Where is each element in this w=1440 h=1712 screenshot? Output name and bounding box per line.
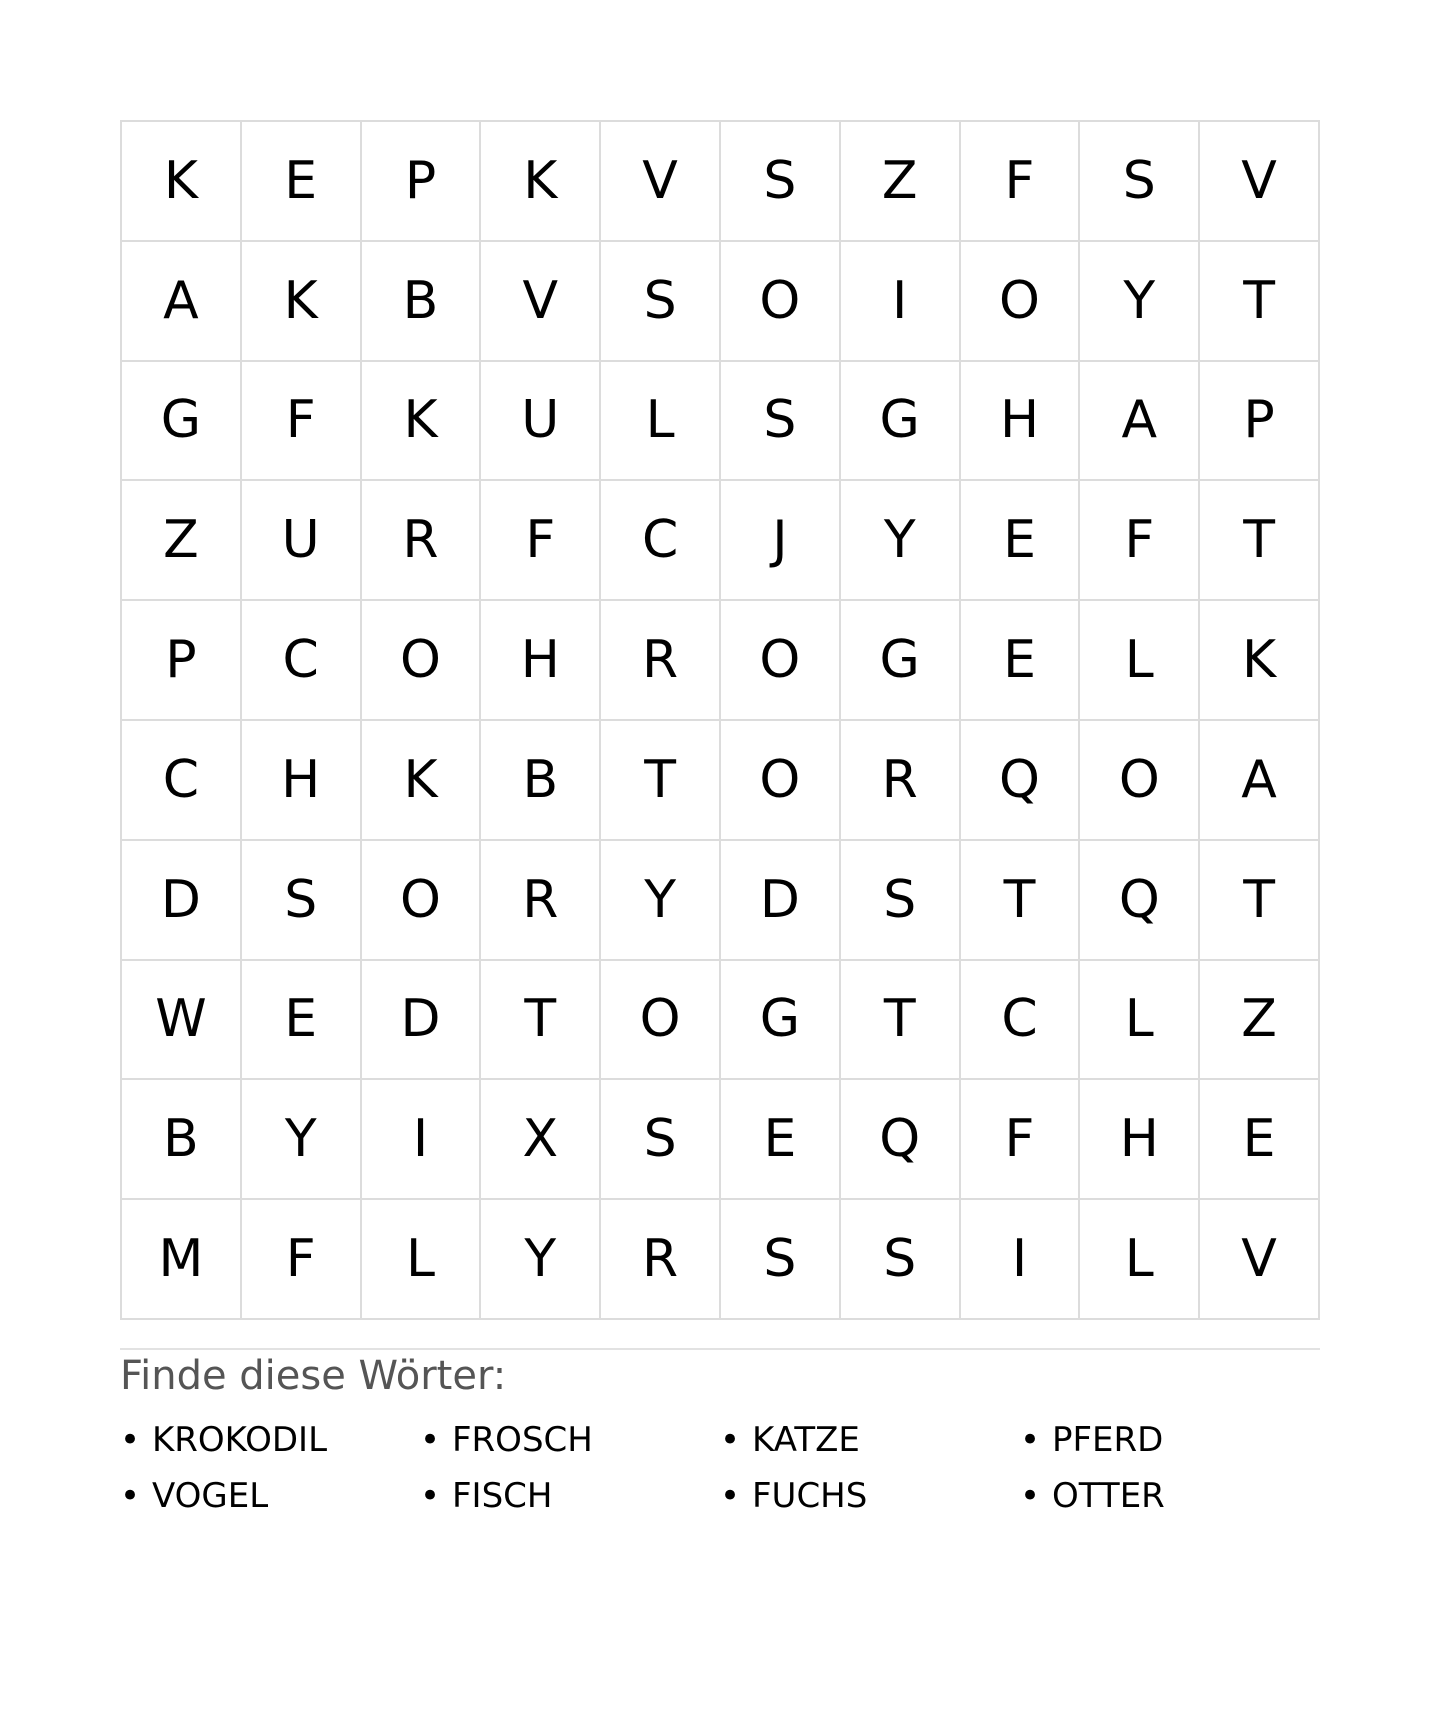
- grid-cell[interactable]: U: [481, 362, 601, 482]
- word-item[interactable]: [1020, 1412, 1320, 1468]
- grid-cell[interactable]: D: [122, 841, 242, 961]
- grid-cell[interactable]: G: [841, 601, 961, 721]
- grid-cell[interactable]: L: [1080, 1200, 1200, 1320]
- divider: [120, 1348, 1320, 1350]
- grid-cell[interactable]: F: [481, 481, 601, 601]
- grid-cell[interactable]: K: [481, 122, 601, 242]
- grid-cell[interactable]: Y: [242, 1080, 362, 1200]
- word-list-title: Finde diese Wörter:: [120, 1353, 507, 1399]
- grid-cell[interactable]: C: [961, 961, 1081, 1081]
- word-label: FUCHS: [752, 1476, 868, 1516]
- grid-cell[interactable]: Z: [122, 481, 242, 601]
- word-list: [120, 1412, 1320, 1524]
- word-item[interactable]: [720, 1468, 1020, 1524]
- grid-cell[interactable]: E: [961, 481, 1081, 601]
- grid-cell[interactable]: G: [721, 961, 841, 1081]
- grid-cell[interactable]: Z: [841, 122, 961, 242]
- grid-cell[interactable]: K: [1200, 601, 1320, 721]
- grid-cell[interactable]: P: [122, 601, 242, 721]
- grid-cell[interactable]: C: [242, 601, 362, 721]
- bullet-icon: •: [720, 1420, 741, 1460]
- word-item[interactable]: [120, 1412, 420, 1468]
- bullet-icon: •: [1020, 1420, 1041, 1460]
- grid-cell[interactable]: O: [1080, 721, 1200, 841]
- grid-cell[interactable]: L: [1080, 961, 1200, 1081]
- grid-cell[interactable]: Y: [1080, 242, 1200, 362]
- word-label: FROSCH: [452, 1420, 593, 1460]
- word-label: VOGEL: [152, 1476, 269, 1516]
- word-label: PFERD: [1052, 1420, 1164, 1460]
- grid-cell[interactable]: F: [961, 1080, 1081, 1200]
- grid-cell[interactable]: W: [122, 961, 242, 1081]
- grid-cell[interactable]: A: [1080, 362, 1200, 482]
- word-item[interactable]: [1020, 1468, 1320, 1524]
- grid-cell[interactable]: S: [841, 1200, 961, 1320]
- grid-cell[interactable]: Y: [841, 481, 961, 601]
- grid-cell[interactable]: E: [242, 122, 362, 242]
- grid-cell[interactable]: Y: [481, 1200, 601, 1320]
- grid-cell[interactable]: L: [362, 1200, 482, 1320]
- grid-cell[interactable]: A: [1200, 721, 1320, 841]
- grid-cell[interactable]: D: [721, 841, 841, 961]
- grid-cell[interactable]: M: [122, 1200, 242, 1320]
- grid-cell[interactable]: T: [601, 721, 721, 841]
- grid-cell[interactable]: F: [242, 362, 362, 482]
- grid-cell[interactable]: B: [122, 1080, 242, 1200]
- grid-cell[interactable]: R: [601, 601, 721, 721]
- bullet-icon: •: [1020, 1476, 1041, 1516]
- grid-cell[interactable]: T: [481, 961, 601, 1081]
- grid-cell[interactable]: S: [601, 242, 721, 362]
- grid-cell[interactable]: T: [961, 841, 1081, 961]
- grid-cell[interactable]: E: [1200, 1080, 1320, 1200]
- grid-cell[interactable]: D: [362, 961, 482, 1081]
- word-label: KROKODIL: [152, 1420, 328, 1460]
- grid-cell[interactable]: F: [1080, 481, 1200, 601]
- grid-cell[interactable]: I: [961, 1200, 1081, 1320]
- bullet-icon: •: [420, 1476, 441, 1516]
- grid-cell[interactable]: R: [841, 721, 961, 841]
- grid-cell[interactable]: G: [122, 362, 242, 482]
- grid-cell[interactable]: H: [1080, 1080, 1200, 1200]
- grid-cell[interactable]: O: [721, 242, 841, 362]
- grid-cell[interactable]: O: [362, 841, 482, 961]
- grid-cell[interactable]: T: [841, 961, 961, 1081]
- grid-cell[interactable]: L: [1080, 601, 1200, 721]
- grid-cell[interactable]: E: [961, 601, 1081, 721]
- grid-cell[interactable]: F: [961, 122, 1081, 242]
- grid-cell[interactable]: H: [481, 601, 601, 721]
- grid-cell[interactable]: Q: [961, 721, 1081, 841]
- grid-cell[interactable]: R: [601, 1200, 721, 1320]
- grid-cell[interactable]: F: [242, 1200, 362, 1320]
- grid-cell[interactable]: V: [1200, 122, 1320, 242]
- grid-cell[interactable]: O: [721, 601, 841, 721]
- word-item[interactable]: [120, 1468, 420, 1524]
- grid-cell[interactable]: Y: [601, 841, 721, 961]
- grid-cell[interactable]: K: [362, 721, 482, 841]
- grid-cell[interactable]: S: [1080, 122, 1200, 242]
- grid-cell[interactable]: T: [1200, 242, 1320, 362]
- grid-cell[interactable]: O: [721, 721, 841, 841]
- grid-cell[interactable]: S: [721, 362, 841, 482]
- grid-cell[interactable]: T: [1200, 481, 1320, 601]
- grid-cell[interactable]: L: [601, 362, 721, 482]
- grid-cell[interactable]: O: [362, 601, 482, 721]
- grid-cell[interactable]: V: [601, 122, 721, 242]
- grid-cell[interactable]: Q: [1080, 841, 1200, 961]
- grid-cell[interactable]: H: [961, 362, 1081, 482]
- grid-cell[interactable]: V: [481, 242, 601, 362]
- word-item[interactable]: [420, 1412, 720, 1468]
- grid-cell[interactable]: C: [601, 481, 721, 601]
- grid-cell[interactable]: K: [362, 362, 482, 482]
- grid-cell[interactable]: S: [721, 122, 841, 242]
- grid-cell[interactable]: J: [721, 481, 841, 601]
- grid-cell[interactable]: E: [721, 1080, 841, 1200]
- grid-cell[interactable]: S: [242, 841, 362, 961]
- letter-grid: [120, 120, 1320, 1320]
- word-item[interactable]: [420, 1468, 720, 1524]
- grid-cell[interactable]: P: [1200, 362, 1320, 482]
- grid-cell[interactable]: S: [841, 841, 961, 961]
- grid-cell[interactable]: Z: [1200, 961, 1320, 1081]
- word-label: KATZE: [752, 1420, 860, 1460]
- grid-cell[interactable]: O: [601, 961, 721, 1081]
- word-label: FISCH: [452, 1476, 553, 1516]
- grid-cell[interactable]: A: [122, 242, 242, 362]
- grid-cell[interactable]: I: [841, 242, 961, 362]
- grid-cell[interactable]: P: [362, 122, 482, 242]
- grid-cell[interactable]: K: [242, 242, 362, 362]
- grid-cell[interactable]: B: [481, 721, 601, 841]
- grid-cell[interactable]: S: [601, 1080, 721, 1200]
- grid-cell[interactable]: G: [841, 362, 961, 482]
- grid-cell[interactable]: U: [242, 481, 362, 601]
- grid-cell[interactable]: E: [242, 961, 362, 1081]
- bullet-icon: •: [720, 1476, 741, 1516]
- grid-cell[interactable]: H: [242, 721, 362, 841]
- word-label: OTTER: [1052, 1476, 1165, 1516]
- grid-cell[interactable]: X: [481, 1080, 601, 1200]
- grid-cell[interactable]: B: [362, 242, 482, 362]
- grid-cell[interactable]: T: [1200, 841, 1320, 961]
- grid-cell[interactable]: S: [721, 1200, 841, 1320]
- bullet-icon: •: [120, 1420, 141, 1460]
- grid-cell[interactable]: I: [362, 1080, 482, 1200]
- grid-cell[interactable]: Q: [841, 1080, 961, 1200]
- grid-cell[interactable]: O: [961, 242, 1081, 362]
- word-item[interactable]: [720, 1412, 1020, 1468]
- grid-cell[interactable]: K: [122, 122, 242, 242]
- bullet-icon: •: [120, 1476, 141, 1516]
- bullet-icon: •: [420, 1420, 441, 1460]
- grid-cell[interactable]: R: [362, 481, 482, 601]
- grid-cell[interactable]: R: [481, 841, 601, 961]
- grid-cell[interactable]: V: [1200, 1200, 1320, 1320]
- grid-cell[interactable]: C: [122, 721, 242, 841]
